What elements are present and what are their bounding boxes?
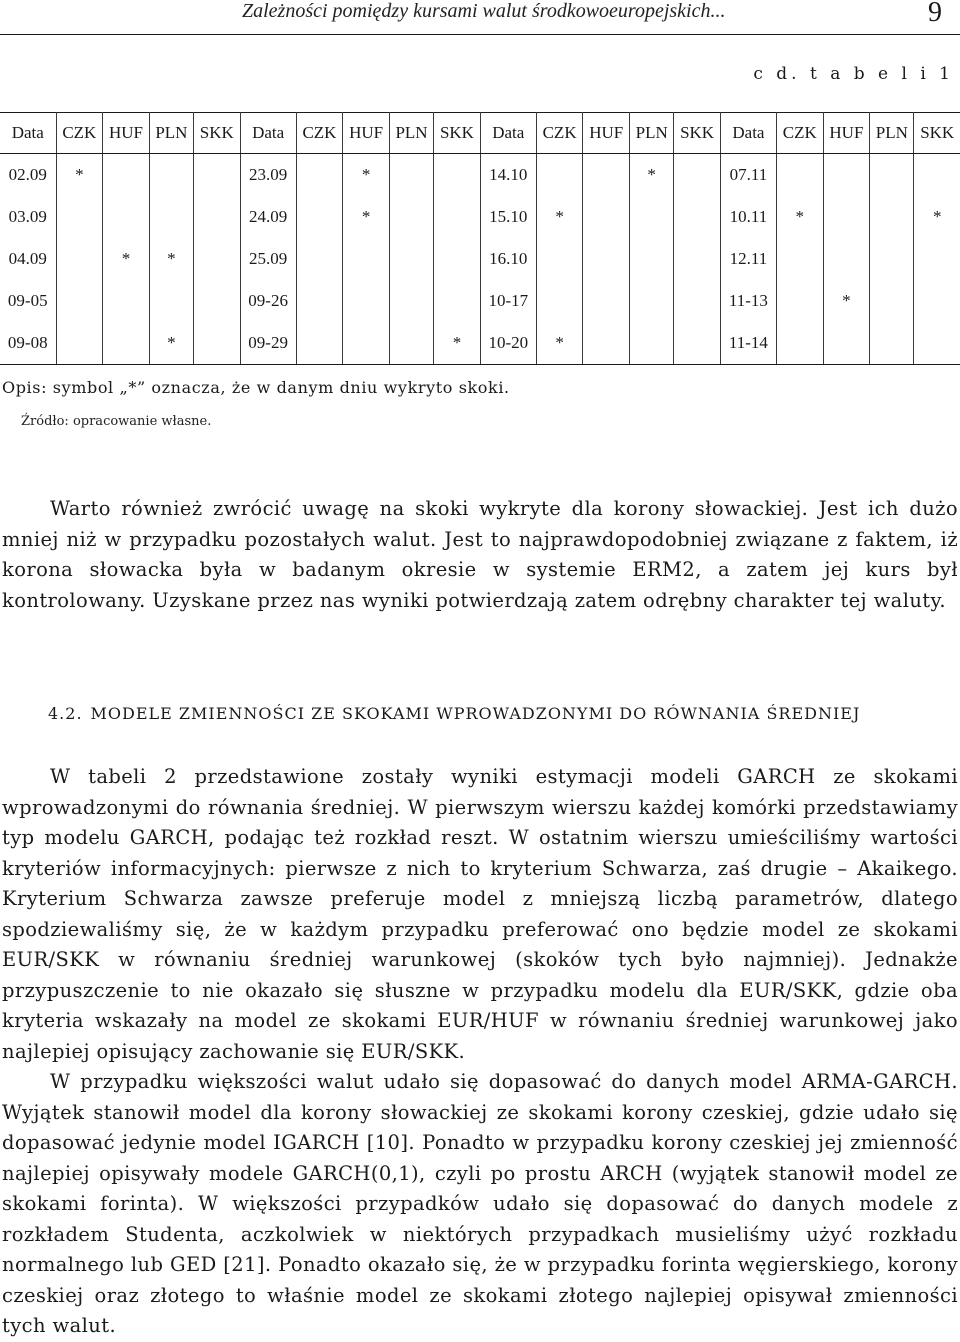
column-header: HUF <box>823 113 870 154</box>
jump-cell <box>630 322 674 365</box>
table-caption: c d. t a b e l i 1 <box>753 64 954 84</box>
jump-cell <box>149 154 193 197</box>
column-header: HUF <box>583 113 630 154</box>
jump-cell: * <box>536 322 583 365</box>
column-header: Data <box>480 113 536 154</box>
date-cell: 11-13 <box>720 280 776 322</box>
table-note: Opis: symbol „*” oznacza, że w danym dniu wykryto skoki. <box>2 378 510 397</box>
jump-cell <box>56 280 103 322</box>
jump-cell <box>149 196 193 238</box>
jump-cell <box>870 238 914 280</box>
table-row <box>0 280 960 322</box>
jump-cell: * <box>434 322 481 365</box>
table-body <box>0 154 960 365</box>
jump-cell <box>630 238 674 280</box>
jump-cell <box>343 322 390 365</box>
jump-cell: * <box>149 322 193 365</box>
jump-cell <box>674 238 721 280</box>
page-number: 9 <box>928 0 942 28</box>
date-cell: 25.09 <box>240 238 296 280</box>
date-cell: 09-29 <box>240 322 296 365</box>
jump-cell: * <box>776 196 823 238</box>
jump-cell <box>674 196 721 238</box>
column-header: CZK <box>776 113 823 154</box>
jump-cell <box>823 238 870 280</box>
jump-cell <box>583 280 630 322</box>
jump-cell <box>630 196 674 238</box>
jump-cell <box>149 280 193 322</box>
jump-cell <box>776 238 823 280</box>
jump-cell <box>389 238 433 280</box>
date-cell: 10.11 <box>720 196 776 238</box>
jump-cell <box>103 154 150 197</box>
jump-cell <box>296 196 343 238</box>
jump-cell <box>434 280 481 322</box>
jump-cell <box>193 154 240 197</box>
date-cell: 02.09 <box>0 154 56 197</box>
table-row <box>0 322 960 365</box>
jump-cell <box>536 280 583 322</box>
jump-cell <box>389 154 433 197</box>
column-header: HUF <box>103 113 150 154</box>
date-cell: 11-14 <box>720 322 776 365</box>
jump-cell <box>434 154 481 197</box>
jump-cell: * <box>56 154 103 197</box>
jump-cell: * <box>536 196 583 238</box>
jump-cell <box>583 238 630 280</box>
column-header: PLN <box>630 113 674 154</box>
running-title: Zależności pomiędzy kursami walut środkowoeuropejskich... <box>242 0 726 22</box>
column-header: SKK <box>914 113 960 154</box>
jump-cell <box>389 280 433 322</box>
jump-cell <box>870 322 914 365</box>
jump-cell <box>103 196 150 238</box>
jump-cell: * <box>343 154 390 197</box>
date-cell: 14.10 <box>480 154 536 197</box>
page-header <box>0 0 960 35</box>
section-number: 4.2. <box>48 704 83 723</box>
jump-cell <box>389 322 433 365</box>
jump-cell: * <box>630 154 674 197</box>
table-header-row <box>0 113 960 154</box>
jump-cell <box>536 154 583 197</box>
date-cell: 10-20 <box>480 322 536 365</box>
jump-cell <box>193 196 240 238</box>
date-cell: 09-26 <box>240 280 296 322</box>
jump-cell <box>389 196 433 238</box>
jump-cell: * <box>103 238 150 280</box>
jump-cell <box>870 154 914 197</box>
date-cell: 04.09 <box>0 238 56 280</box>
table-row <box>0 154 960 197</box>
table-source: Źródło: opracowanie własne. <box>21 414 212 429</box>
jump-cell <box>56 322 103 365</box>
jump-cell <box>776 154 823 197</box>
body-paragraph-1: Warto również zwrócić uwagę na skoki wykryte dla korony słowackiej. Jest ich dużo mniej niż w przypadku pozostałych walut. Jest to najprawdopodobniej związane z faktem, iż korona słowacka była w badanym okresie w systemie ERM2, a zatem jej kurs był kontrolowany. Uzyskane przez nas wyniki potwierdzają zatem odrębny charakter tej waluty. <box>2 497 958 612</box>
jump-cell: * <box>823 280 870 322</box>
jump-cell <box>343 280 390 322</box>
jump-cell <box>343 238 390 280</box>
column-header: PLN <box>870 113 914 154</box>
date-cell: 15.10 <box>480 196 536 238</box>
column-header: PLN <box>149 113 193 154</box>
jump-cell: * <box>932 207 942 226</box>
column-header: Data <box>0 113 56 154</box>
jump-cell <box>870 280 914 322</box>
column-header: SKK <box>434 113 481 154</box>
date-cell: 24.09 <box>240 196 296 238</box>
date-cell: 10-17 <box>480 280 536 322</box>
date-cell: 09-08 <box>0 322 56 365</box>
jump-cell <box>583 196 630 238</box>
jump-cell <box>296 238 343 280</box>
jump-cell <box>870 196 914 238</box>
jump-cell <box>914 280 960 322</box>
date-cell: 03.09 <box>0 196 56 238</box>
jump-cell <box>103 322 150 365</box>
table-row <box>0 196 960 238</box>
jump-cell <box>193 322 240 365</box>
jump-cell <box>296 154 343 197</box>
jump-cell <box>914 238 960 280</box>
jump-cell <box>56 196 103 238</box>
jump-cell <box>583 154 630 197</box>
jump-cell <box>56 238 103 280</box>
jump-cell <box>434 238 481 280</box>
jump-cell <box>823 196 870 238</box>
jump-cell <box>823 154 870 197</box>
date-cell: 16.10 <box>480 238 536 280</box>
column-header: Data <box>720 113 776 154</box>
body-paragraph-2: W tabeli 2 przedstawione zostały wyniki estymacji modeli GARCH ze skokami wprowadzonymi do równania średniej. W pierwszym wierszu każdej komórki przedstawiamy typ modelu GARCH, podając też rozkład reszt. W ostatnim wierszu umieściliśmy wartości kryteriów informacyjnych: pierwsze z nich to kryterium Schwarza, zaś drugie – Akaikego. Kryterium Schwarza zawsze preferuje model z mniejszą liczbą parametrów, dlatego spodziewaliśmy się, że w każdym przypadku preferować ono będzie model ze skokami EUR/SKK w równaniu średniej warunkowej (skoków tych było najmniej). Jednakże przypuszczenie to nie okazało się słuszne w przypadku modelu dla EUR/SKK, gdzie oba kryteria wskazały na model ze skokami EUR/HUF w równaniu średniej warunkowej jako najlepiej opisujący zachowanie się EUR/SKK. <box>2 765 958 1063</box>
jump-cell: * <box>149 238 193 280</box>
jumps-table <box>0 112 960 365</box>
jump-cell <box>193 280 240 322</box>
column-header: HUF <box>343 113 390 154</box>
date-cell: 07.11 <box>720 154 776 197</box>
jump-cell <box>630 280 674 322</box>
jump-cell <box>674 322 721 365</box>
table-row <box>0 238 960 280</box>
section-heading <box>48 704 860 723</box>
jump-cell <box>776 322 823 365</box>
jump-cell <box>536 238 583 280</box>
jump-cell <box>193 238 240 280</box>
column-header: PLN <box>389 113 433 154</box>
column-header: Data <box>240 113 296 154</box>
date-cell: 23.09 <box>240 154 296 197</box>
column-header: CZK <box>536 113 583 154</box>
body-paragraph-3: W przypadku większości walut udało się dopasować do danych model ARMA-GARCH. Wyjątek stanowił model dla korony słowackiej ze skokami korony czeskiej, gdzie udało się dopasować jedynie model IGARCH [10]. Ponadto w przypadku korony czeskiej jej zmienność najlepiej opisywały modele GARCH(0,1), czyli po prostu ARCH (wyjątek stanowił model ze skokami forinta). W większości przypadków udało się dopasować do danych modele z rozkładem Studenta, aczkolwiek w niektórych przypadkach musieliśmy użyć rozkładu normalnego lub GED [21]. Ponadto okazało się, że w przypadku forinta węgierskiego, korony czeskiej oraz złotego to właśnie model ze skokami złotego najlepiej opisywał zmienności tych walut. <box>2 1070 958 1337</box>
jump-cell <box>434 196 481 238</box>
date-cell: 12.11 <box>720 238 776 280</box>
column-header: SKK <box>674 113 721 154</box>
jump-cell: * <box>343 196 390 238</box>
section-title: MODELE ZMIENNOŚCI ZE SKOKAMI WPROWADZONYMI DO RÓWNANIA ŚREDNIEJ <box>90 704 861 723</box>
date-cell: 09-05 <box>0 280 56 322</box>
column-header: CZK <box>56 113 103 154</box>
jump-cell <box>296 322 343 365</box>
jump-cell <box>776 280 823 322</box>
jump-cell <box>914 322 960 365</box>
jump-cell <box>914 154 960 197</box>
column-header: CZK <box>296 113 343 154</box>
jump-cell <box>823 322 870 365</box>
jump-cell <box>674 280 721 322</box>
jump-cell <box>674 154 721 197</box>
column-header: SKK <box>193 113 240 154</box>
jump-cell <box>296 280 343 322</box>
jump-cell <box>103 280 150 322</box>
jump-cell <box>583 322 630 365</box>
